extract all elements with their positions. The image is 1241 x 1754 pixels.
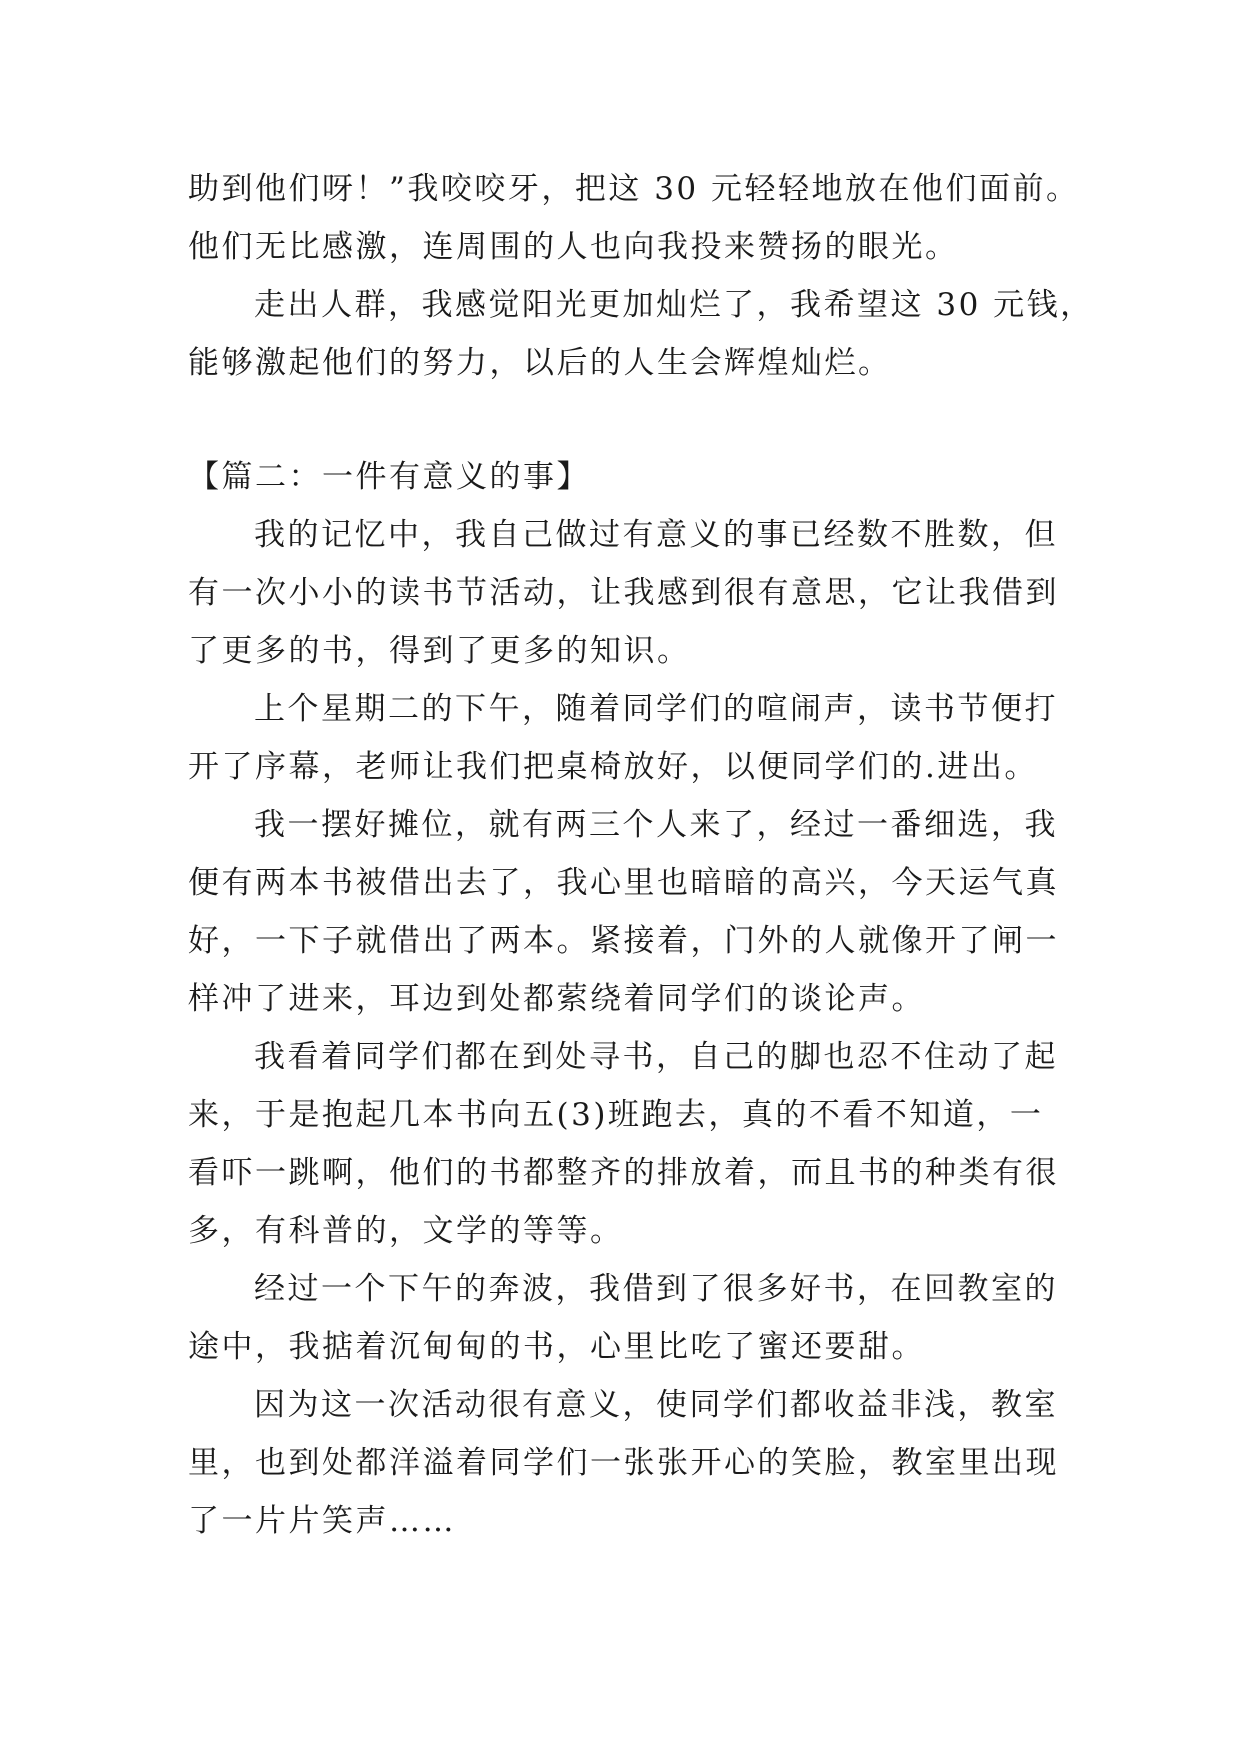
text-line: 便有两本书被借出去了，我心里也暗暗的高兴，今天运气真 xyxy=(188,865,1059,901)
paragraph-closing xyxy=(188,276,1094,392)
section-title: 【篇二：一件有意义的事】 xyxy=(188,459,590,495)
text-line: 样冲了进来，耳边到处都萦绕着同学们的谈论声。 xyxy=(188,981,925,1017)
text-line: 经过一个下午的奔波，我借到了很多好书，在回教室的 xyxy=(254,1271,1058,1307)
text-line: 我看着同学们都在到处寻书，自己的脚也忍不住动了起 xyxy=(254,1039,1058,1075)
text-line: 我一摆好摊位，就有两三个人来了，经过一番细选，我 xyxy=(254,807,1058,843)
text-line: 好，一下子就借出了两本。紧接着，门外的人就像开了闸一 xyxy=(188,923,1059,959)
paragraph-4 xyxy=(188,1028,1058,1260)
text-line: 开了序幕，老师让我们把桌椅放好，以便同学们的.进出。 xyxy=(188,749,1038,785)
paragraph-2 xyxy=(188,680,1058,796)
paragraph-continuation xyxy=(188,160,1080,276)
text-line: 了更多的书，得到了更多的知识。 xyxy=(188,633,691,669)
document-body xyxy=(188,160,1094,1550)
paragraph-5 xyxy=(188,1260,1058,1376)
paragraph-3 xyxy=(188,796,1058,1028)
text-line: 了一片片笑声…… xyxy=(188,1503,456,1539)
text-line: 助到他们呀！”我咬咬牙，把这 30 元轻轻地放在他们面前。 xyxy=(188,171,1080,207)
text-line: 里，也到处都洋溢着同学们一张张开心的笑脸，教室里出现 xyxy=(188,1445,1059,1481)
text-line: 能够激起他们的努力，以后的人生会辉煌灿烂。 xyxy=(188,345,892,381)
text-line: 我的记忆中，我自己做过有意义的事已经数不胜数，但 xyxy=(254,517,1058,553)
text-line: 看吓一跳啊，他们的书都整齐的排放着，而且书的种类有很 xyxy=(188,1155,1059,1191)
text-line: 有一次小小的读书节活动，让我感到很有意思，它让我借到 xyxy=(188,575,1059,611)
text-line: 途中，我掂着沉甸甸的书，心里比吃了蜜还要甜。 xyxy=(188,1329,925,1365)
text-line: 多，有科普的，文学的等等。 xyxy=(188,1213,624,1249)
text-line: 因为这一次活动很有意义，使同学们都收益非浅，教室 xyxy=(254,1387,1058,1423)
text-line: 走出人群，我感觉阳光更加灿烂了，我希望这 30 元钱， xyxy=(254,287,1094,323)
text-line: 来，于是抱起几本书向五(3)班跑去，真的不看不知道，一 xyxy=(188,1097,1044,1133)
paragraph-1 xyxy=(188,506,1058,680)
text-line: 他们无比感激，连周围的人也向我投来赞扬的眼光。 xyxy=(188,229,959,265)
paragraph-6 xyxy=(188,1376,1058,1550)
text-line: 上个星期二的下午，随着同学们的喧闹声，读书节便打 xyxy=(254,691,1058,727)
